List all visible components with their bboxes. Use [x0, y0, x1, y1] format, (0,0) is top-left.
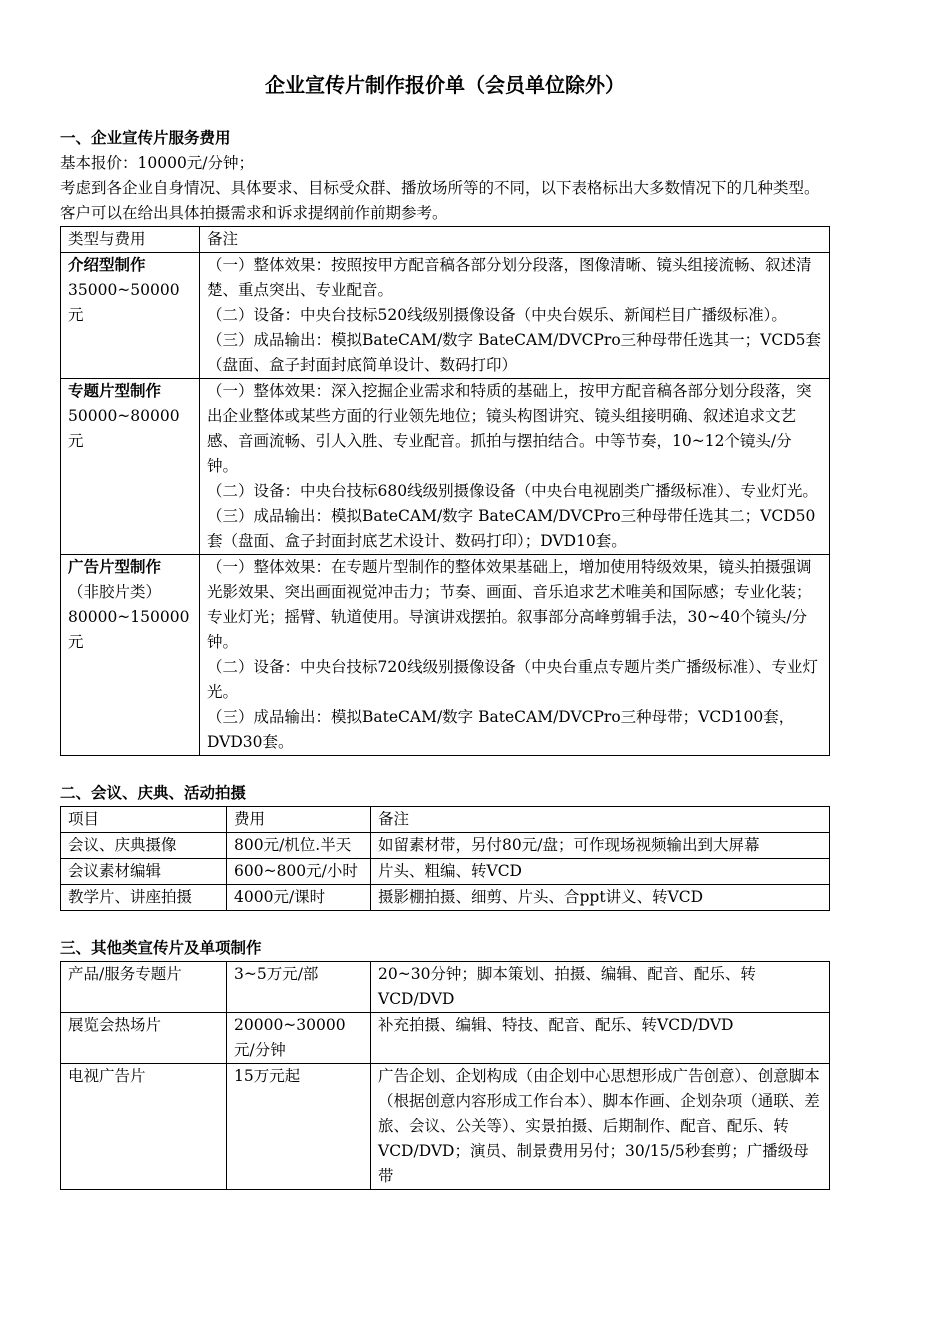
- table-cell: 15万元起: [227, 1064, 371, 1190]
- document-title: 企业宣传片制作报价单（会员单位除外）: [265, 73, 625, 97]
- note-equipment: （二）设备：中央台技标720线级别摄像设备（中央台重点专题片类广播级标准）、专业灯光。: [207, 658, 818, 701]
- note-equipment: （二）设备：中央台技标680线级别摄像设备（中央台电视剧类广播级标准）、专业灯光。: [207, 482, 818, 500]
- table-cell: 广告企划、企划构成（由企划中心思想形成广告创意）、创意脚本（根据创意内容形成工作台本）、脚本作画、企划杂项（通联、差旅、会议、公关等）、实景拍摄、后期制作、配音、配乐、转VCD/DVD；演员、制景费用另付；30/15/5秒套剪；广播级母带: [371, 1064, 830, 1190]
- section2-heading: 二、会议、庆典、活动拍摄: [60, 784, 247, 802]
- table-row: [61, 1013, 830, 1064]
- note-output: （三）成品输出：模拟BateCAM/数字 BateCAM/DVCPro三种母带任选其一；VCD5套（盘面、盒子封面封底简单设计、数码打印）: [207, 331, 822, 374]
- table-cell: 如留素材带，另付80元/盘；可作现场视频输出到大屏幕: [371, 833, 830, 859]
- table-cell: 20000~30000 元/分钟: [227, 1013, 371, 1064]
- type-subtitle: （非胶片类）: [68, 583, 162, 601]
- table-cell: 会议、庆典摄像: [61, 833, 227, 859]
- note-equipment: （二）设备：中央台技标520线级别摄像设备（中央台娱乐、新闻栏目广播级标准）。: [207, 306, 787, 324]
- section1-intro: 考虑到各企业自身情况、具体要求、目标受众群、播放场所等的不同，以下表格标出大多数情况下的几种类型。客户可以在给出具体拍摄需求和诉求提纲前作前期参考。: [60, 179, 820, 222]
- table-cell: 电视广告片: [61, 1064, 227, 1190]
- table-cell: 600~800元/小时: [227, 859, 371, 885]
- table-row: [61, 253, 830, 379]
- table-row: [61, 555, 830, 756]
- table-header-row: [61, 807, 830, 833]
- note-output: （三）成品输出：模拟BateCAM/数字 BateCAM/DVCPro三种母带任选其二；VCD50套（盘面、盒子封面封底艺术设计、数码打印）；DVD10套。: [207, 507, 816, 550]
- table-cell: 教学片、讲座拍摄: [61, 885, 227, 911]
- table-cell: 800元/机位.半天: [227, 833, 371, 859]
- type-name: 专题片型制作: [68, 382, 162, 400]
- table-row: [61, 833, 830, 859]
- header-cell: 备注: [371, 807, 830, 833]
- type-price: 80000~150000元: [68, 608, 190, 651]
- table-row: [61, 859, 830, 885]
- event-shooting-table: [60, 806, 830, 911]
- table-cell: 4000元/课时: [227, 885, 371, 911]
- note-effect: （一）整体效果：按照按甲方配音稿各部分划分段落，图像清晰、镜头组接流畅、叙述清楚、重点突出、专业配音。: [207, 256, 812, 299]
- type-price: 35000~50000元: [68, 281, 180, 324]
- header-cell: 类型与费用: [61, 227, 200, 253]
- table-cell: 摄影棚拍摄、细剪、片头、合ppt讲义、转VCD: [371, 885, 830, 911]
- table-header-row: [61, 227, 830, 253]
- note-effect: （一）整体效果：在专题片型制作的整体效果基础上，增加使用特级效果，镜头拍摄强调光影效果、突出画面视觉冲击力；节奏、画面、音乐追求艺术唯美和国际感；专业化装；专业灯光；摇臂、轨道使用。导演讲戏摆拍。叙事部分高峰剪辑手法，30~40个镜头/分钟。: [207, 558, 812, 651]
- table-cell: 会议素材编辑: [61, 859, 227, 885]
- section1-heading: 一、企业宣传片服务费用: [60, 129, 231, 147]
- service-fee-table: [60, 226, 830, 756]
- type-name: 广告片型制作: [68, 558, 162, 576]
- note-output: （三）成品输出：模拟BateCAM/数字 BateCAM/DVCPro三种母带；VCD100套，DVD30套。: [207, 708, 795, 751]
- table-cell: 补充拍摄、编辑、特技、配音、配乐、转VCD/DVD: [371, 1013, 830, 1064]
- table-row: [61, 885, 830, 911]
- table-row: [61, 1064, 830, 1190]
- type-name: 介绍型制作: [68, 256, 146, 274]
- table-cell: 20~30分钟；脚本策划、拍摄、编辑、配音、配乐、转VCD/DVD: [371, 962, 830, 1013]
- other-production-table: [60, 961, 830, 1190]
- table-row: [61, 962, 830, 1013]
- header-cell: 项目: [61, 807, 227, 833]
- table-cell: 展览会热场片: [61, 1013, 227, 1064]
- document-page: [60, 70, 830, 1190]
- table-cell: 产品/服务专题片: [61, 962, 227, 1013]
- note-effect: （一）整体效果：深入挖掘企业需求和特质的基础上，按甲方配音稿各部分划分段落，突出企业整体或某些方面的行业领先地位；镜头构图讲究、镜头组接明确、叙述追求文艺感、音画流畅、引人入胜、专业配音。抓拍与摆拍结合。中等节奏，10~12个镜头/分钟。: [207, 382, 812, 475]
- base-price: 基本报价：10000元/分钟；: [60, 154, 255, 172]
- section3-heading: 三、其他类宣传片及单项制作: [60, 939, 262, 957]
- table-cell: 片头、粗编、转VCD: [371, 859, 830, 885]
- header-cell: 备注: [200, 227, 830, 253]
- type-price: 50000~80000元: [68, 407, 180, 450]
- header-cell: 费用: [227, 807, 371, 833]
- table-row: [61, 379, 830, 555]
- table-cell: 3~5万元/部: [227, 962, 371, 1013]
